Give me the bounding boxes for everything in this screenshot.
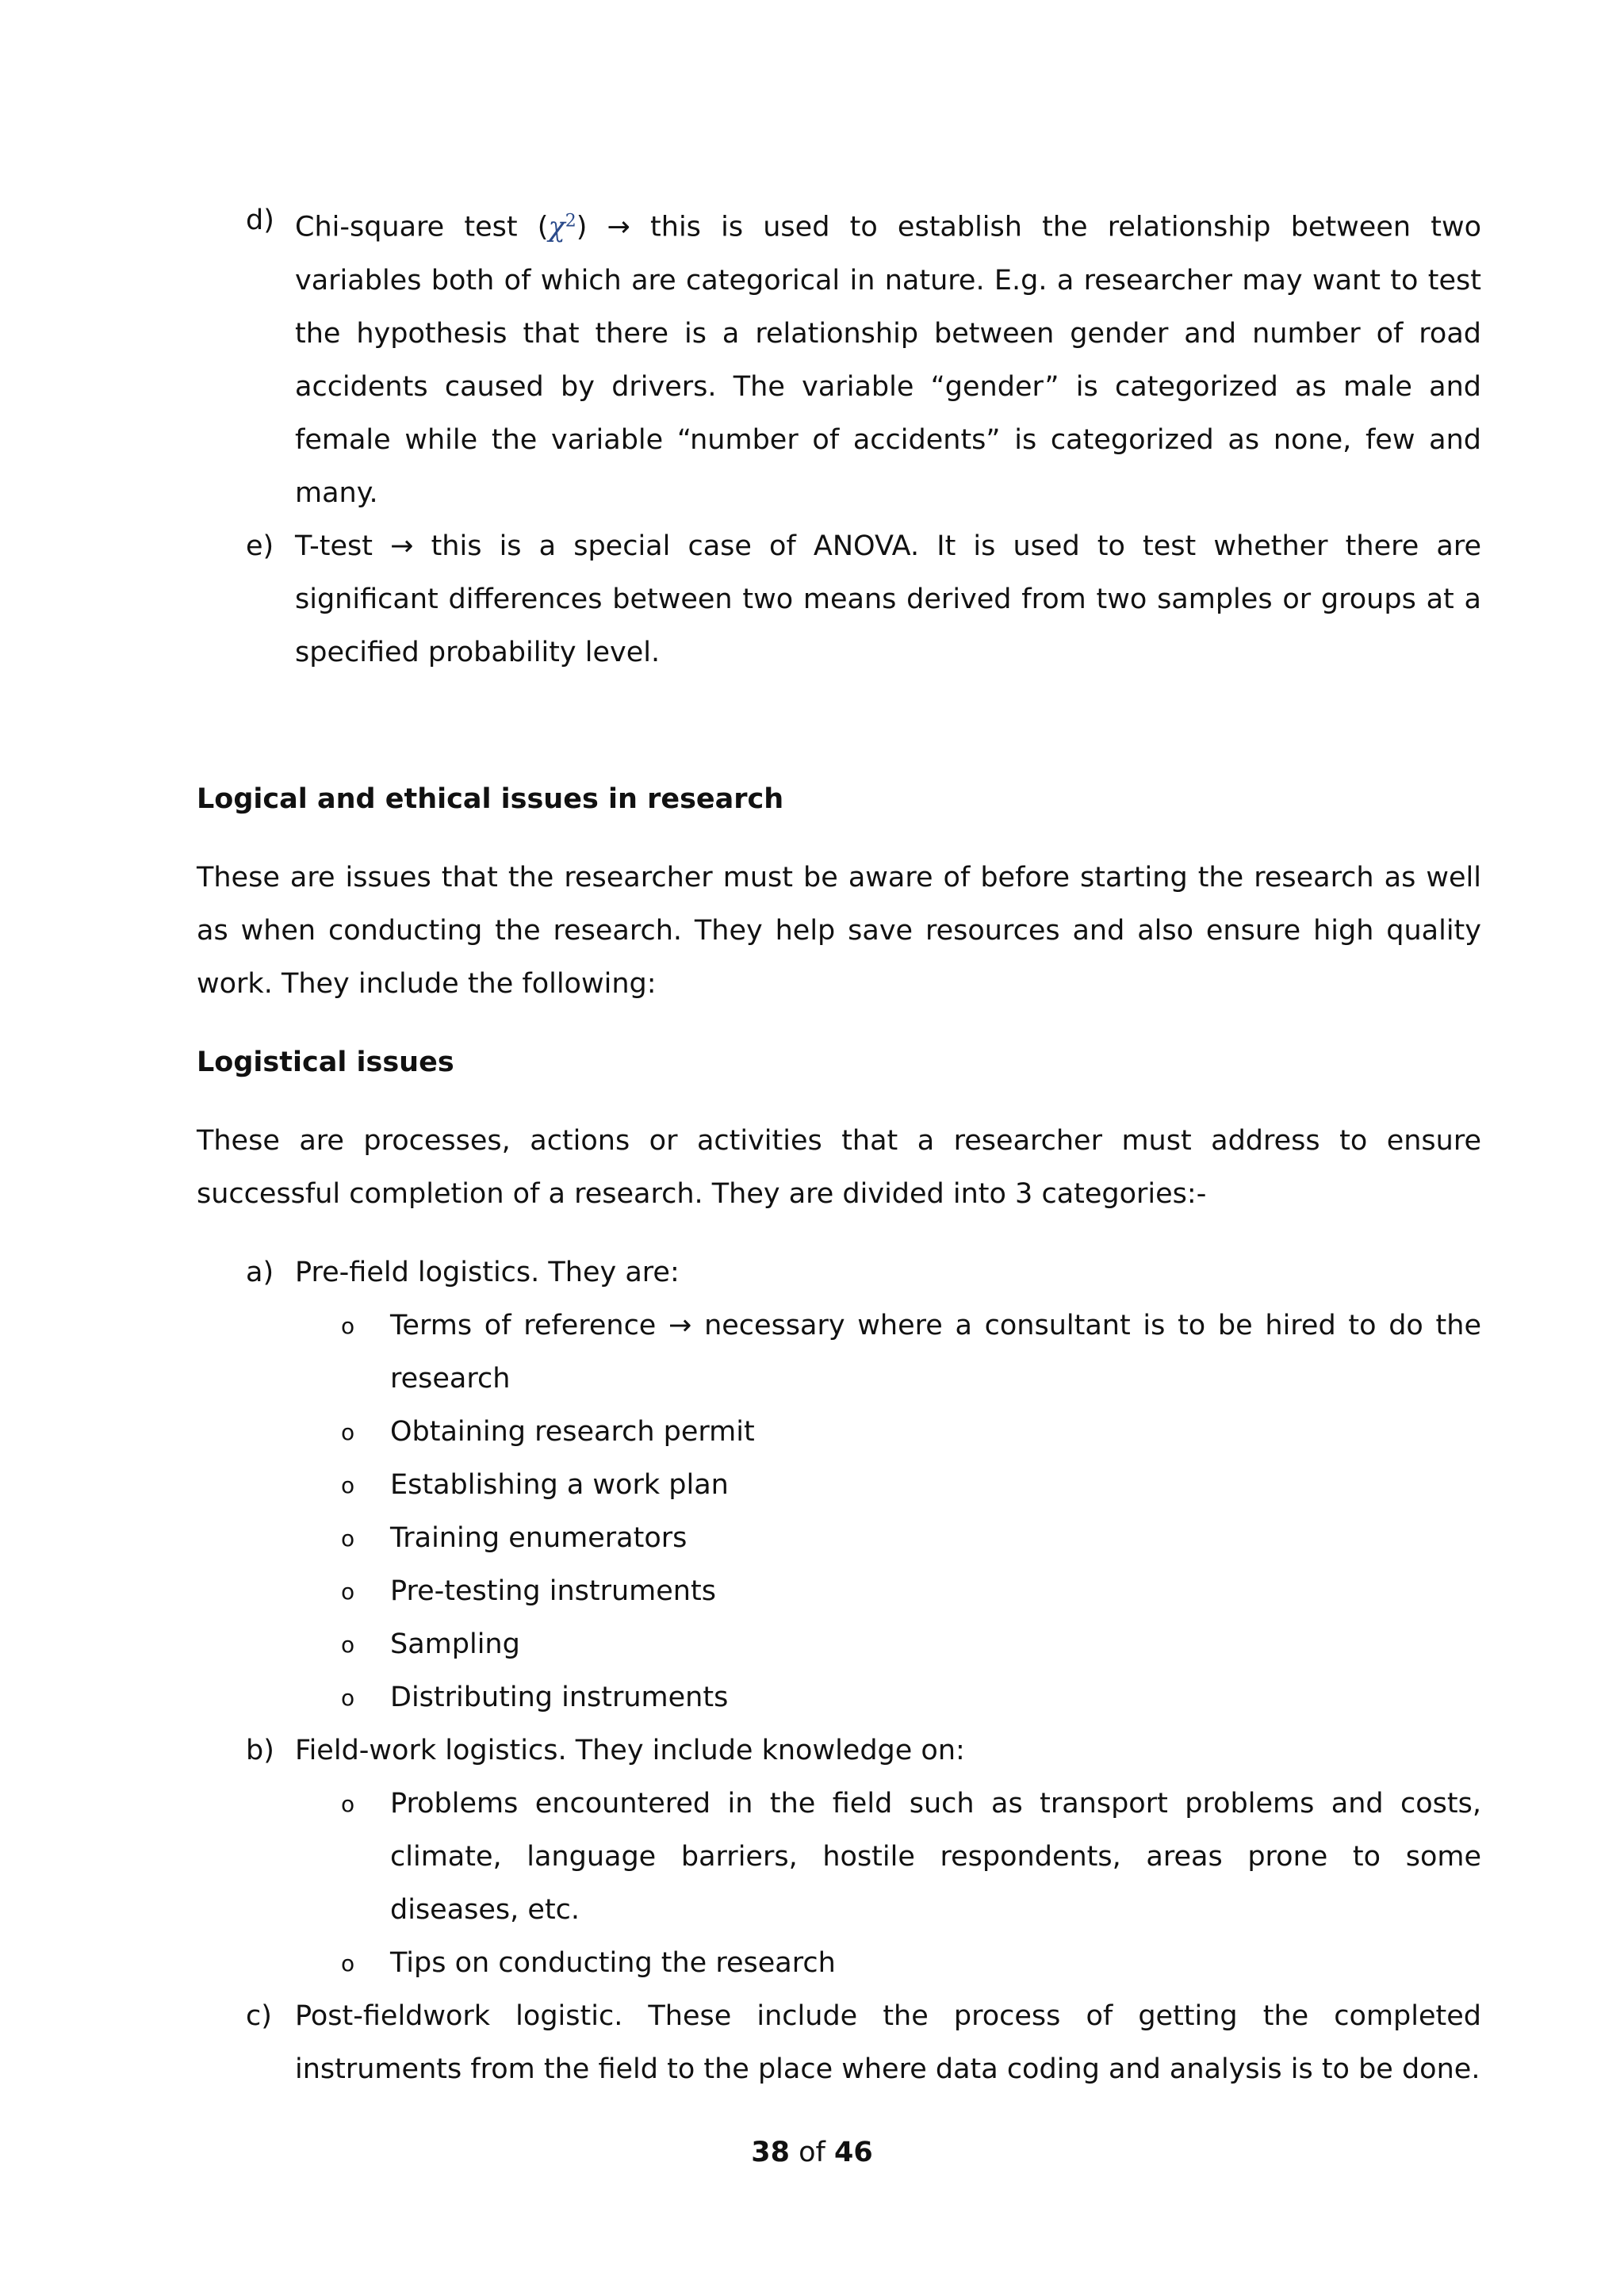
chi-square-lead: Chi-square test ( [295, 211, 549, 243]
chi-symbol: $\chi^2$ [548, 211, 576, 243]
list-marker: a) [246, 1256, 274, 1288]
bullet-icon: o [341, 1525, 355, 1552]
bullet-icon: o [341, 1790, 355, 1817]
total-pages: 46 [834, 2137, 873, 2168]
list-marker: d) [246, 205, 274, 236]
list-marker: e) [246, 530, 274, 562]
list-item-text: Pre-field logistics. They are: [295, 1256, 680, 1288]
sub-list-b [197, 1777, 1481, 1990]
page-separator: of [799, 2137, 825, 2168]
sub-list-item: o Sampling [197, 1618, 1481, 1671]
section-heading-logistical: Logistical issues [197, 1046, 454, 1078]
bullet-icon: o [341, 1578, 355, 1605]
bullet-icon: o [341, 1950, 355, 1976]
list-item-c [197, 1990, 1481, 2096]
t-test-description: T-test → this is a special case of ANOVA. It is used to test whether there are significant differences between two means derived from two samples or groups at a specified probability level. [295, 530, 1481, 668]
bullet-icon: o [341, 1418, 355, 1445]
page-number [0, 2133, 1624, 2172]
sub-list-item: o Problems encountered in the field such as transport problems and costs, climate, language barriers, hostile respondents, areas prone to some diseases, etc. [197, 1777, 1481, 1937]
current-page: 38 [751, 2137, 790, 2168]
bullet-icon: o [341, 1312, 355, 1339]
list-item-e [197, 520, 1481, 679]
section-paragraph-logistical: These are processes, actions or activities that a researcher must address to ensure successful completion of a research. They are divided into 3 categories:- [197, 1124, 1481, 1210]
page-content [197, 194, 1481, 2096]
bullet-icon: o [341, 1471, 355, 1498]
list-marker: b) [246, 1734, 274, 1766]
list-item-text: Field-work logistics. They include knowledge on: [295, 1734, 965, 1766]
sub-list-item: o Training enumerators [197, 1512, 1481, 1565]
sub-list-item: o Terms of reference → necessary where a consultant is to be hired to do the research [197, 1299, 1481, 1406]
sub-list-item: o Tips on conducting the research [197, 1937, 1481, 1990]
list-item-b [197, 1724, 1481, 1777]
section-heading-logical-ethical: Logical and ethical issues in research [197, 783, 784, 815]
list-marker: c) [246, 1999, 272, 2032]
sub-list-item: o Distributing instruments [197, 1671, 1481, 1724]
chi-square-description: ) → this is used to establish the relationship between two variables both of which are categorical in nature. E.g. a researcher may want to test the hypothesis that there is a relationship between gender and number of road accidents caused by drivers. The variable “gender” is categorized as male and female while the variable “number of accidents” is categorized as none, few and many. [295, 211, 1481, 509]
sub-list-item: o Pre-testing instruments [197, 1565, 1481, 1618]
bullet-icon: o [341, 1684, 355, 1711]
sub-list-a [197, 1299, 1481, 1724]
sub-list-item: o Obtaining research permit [197, 1406, 1481, 1459]
section-paragraph-logical-ethical: These are issues that the researcher must be aware of before starting the research as well as when conducting the research. They help save resources and also ensure high quality work. They include the following: [197, 861, 1481, 1000]
sub-list-item: o Establishing a work plan [197, 1459, 1481, 1512]
list-item-d [197, 194, 1481, 520]
list-item-text: Post-fieldwork logistic. These include the process of getting the completed instruments from the field to the place where data coding and analysis is to be done. [295, 1999, 1481, 2085]
list-item-a [197, 1246, 1481, 1299]
bullet-icon: o [341, 1631, 355, 1658]
